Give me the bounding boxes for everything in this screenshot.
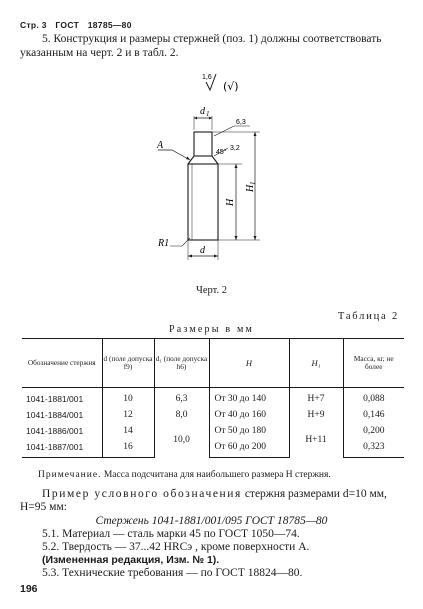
note-text: Масса подсчитана для наибольшего размера H стержня. bbox=[101, 470, 331, 480]
cell-d1-merged: 10,0 bbox=[154, 423, 209, 458]
roughness-symbol bbox=[202, 74, 239, 93]
item-5-2: 5.2. Твердость — 37...42 HRCэ , кроме поверхности А. bbox=[42, 541, 310, 553]
header-h: H bbox=[209, 339, 289, 388]
cell-code: 1041-1886/001 bbox=[22, 423, 102, 439]
table-row bbox=[22, 388, 404, 408]
surface-a-label: А bbox=[157, 140, 164, 151]
cell-code: 1041-1881/001 bbox=[22, 388, 102, 408]
cell-mass: 0,323 bbox=[343, 439, 404, 458]
dim-d1-label: d bbox=[200, 106, 205, 117]
paragraph-5: 5. Конструкция и размеры стержней (поз. 1) должны соответствовать указанным на черт. 2 и в табл. 2. bbox=[20, 33, 382, 59]
header-h1: H₁ bbox=[289, 339, 343, 388]
dim-radius: R1 bbox=[158, 238, 170, 249]
cell-h: От 50 до 180 bbox=[209, 423, 289, 439]
dim-h-label: H bbox=[225, 198, 236, 206]
roughness-value: 1,6 bbox=[202, 74, 212, 81]
header-d: d (поле допуска f9) bbox=[102, 339, 154, 388]
cell-h: От 40 до 160 bbox=[209, 407, 289, 423]
page-header bbox=[20, 20, 138, 30]
example-lead: Пример условного обозначения bbox=[42, 488, 242, 500]
cell-code: 1041-1887/001 bbox=[22, 439, 102, 458]
table-label: Таблица 2 bbox=[337, 311, 399, 322]
header-standard: ГОСТ bbox=[55, 20, 80, 30]
cell-code: 1041-1884/001 bbox=[22, 407, 102, 423]
example-text: стержня размерами d=10 мм, H=95 мм: bbox=[20, 488, 387, 513]
cell-d1: 6,3 bbox=[154, 388, 209, 408]
dim-d1-sub: 1 bbox=[206, 110, 210, 118]
designation-example: Стержень 1041-1881/001/095 ГОСТ 18785—80 bbox=[95, 515, 328, 527]
dimensions-table bbox=[22, 338, 404, 458]
dim-h1-label: H bbox=[245, 184, 256, 192]
item-5-3: 5.3. Технические требования — по ГОСТ 18824—80. bbox=[42, 567, 303, 579]
dim-surface: 3,2 bbox=[230, 145, 240, 152]
table-row bbox=[22, 423, 404, 439]
cell-mass: 0,088 bbox=[343, 388, 404, 408]
table-note bbox=[38, 470, 331, 480]
dim-h1-sub: 1 bbox=[249, 181, 257, 185]
header-d1: d₁ (поле допуска h6) bbox=[154, 339, 209, 388]
cell-h1: H+9 bbox=[289, 407, 343, 423]
rod-drawing bbox=[110, 70, 310, 280]
cell-d1: 8,0 bbox=[154, 407, 209, 423]
header-page: Стр. 3 bbox=[20, 20, 47, 30]
item-5-1: 5.1. Материал — сталь марки 45 по ГОСТ 1050—74. bbox=[42, 528, 300, 540]
table-row bbox=[22, 439, 404, 458]
header-number: 18785—80 bbox=[87, 20, 132, 30]
note-label: Примечание. bbox=[38, 470, 102, 480]
roughness-paren: (√) bbox=[223, 80, 239, 93]
cell-mass: 0,146 bbox=[343, 407, 404, 423]
header-mass: Масса, кг, не более bbox=[343, 339, 404, 388]
cell-d: 12 bbox=[102, 407, 154, 423]
header-designation: Обозначение стержня bbox=[22, 339, 102, 388]
cell-h1-merged: H+11 bbox=[289, 423, 343, 458]
cell-d: 10 bbox=[102, 388, 154, 408]
table-row bbox=[22, 407, 404, 423]
cell-h1: H+7 bbox=[289, 388, 343, 408]
cell-h: От 60 до 200 bbox=[209, 439, 289, 458]
table-title: Размеры в мм bbox=[168, 324, 255, 335]
table-header-row bbox=[22, 339, 404, 388]
cell-d: 16 bbox=[102, 439, 154, 458]
cell-mass: 0,200 bbox=[343, 423, 404, 439]
dim-angle: 45° bbox=[216, 149, 227, 156]
dim-d-label: d bbox=[200, 245, 205, 256]
example-paragraph bbox=[20, 488, 410, 514]
cell-d: 14 bbox=[102, 423, 154, 439]
figure-caption: Черт. 2 bbox=[196, 285, 227, 296]
cell-h: От 30 до 140 bbox=[209, 388, 289, 408]
page-number: 196 bbox=[20, 583, 38, 595]
item-5-2-amendment: (Измененная редакция, Изм. № 1). bbox=[42, 554, 220, 566]
dim-chamfer: 6,3 bbox=[236, 119, 246, 126]
